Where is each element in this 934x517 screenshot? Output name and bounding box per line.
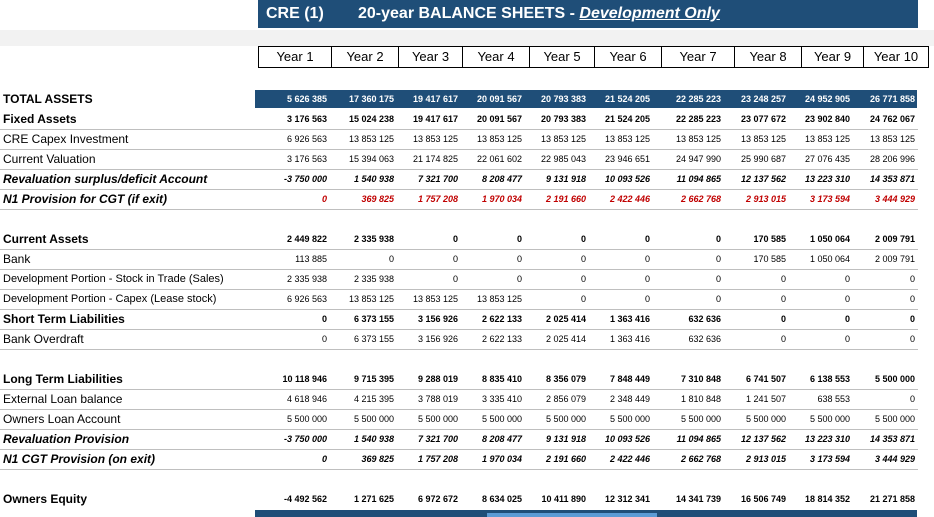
- value-cell[interactable]: 0: [715, 234, 721, 244]
- year-header-cell[interactable]: Year 3: [398, 46, 463, 68]
- value-cell[interactable]: 24 947 990: [675, 154, 721, 164]
- row-label[interactable]: Current Valuation: [3, 152, 96, 166]
- value-cell[interactable]: 5 500 000: [286, 414, 327, 424]
- owners-equity-row: [0, 489, 934, 509]
- value-cell[interactable]: 5 500 000: [481, 414, 522, 424]
- value-cell[interactable]: 24 952 905: [804, 94, 850, 104]
- value-cell[interactable]: 2 422 446: [609, 194, 650, 204]
- value-cell[interactable]: 369 825: [361, 454, 394, 464]
- value-cell[interactable]: 5 500 000: [809, 414, 850, 424]
- value-cell[interactable]: 13 853 125: [869, 134, 915, 144]
- value-cell[interactable]: 4 618 946: [286, 394, 327, 404]
- value-cell[interactable]: 638 553: [817, 394, 850, 404]
- row-label[interactable]: Bank: [3, 252, 31, 266]
- value-cell[interactable]: 2 622 133: [481, 334, 522, 344]
- grey-band: [0, 30, 934, 46]
- value-cell[interactable]: 1 540 938: [353, 434, 394, 444]
- value-cell[interactable]: 0: [644, 274, 650, 284]
- bank-overdraft-row: [0, 329, 934, 349]
- value-cell[interactable]: 6 373 155: [353, 334, 394, 344]
- value-cell[interactable]: 13 853 125: [412, 134, 458, 144]
- value-cell[interactable]: 0: [452, 234, 458, 244]
- value-cell[interactable]: 8 835 410: [481, 374, 522, 384]
- value-cell[interactable]: 27 076 435: [804, 154, 850, 164]
- value-cell[interactable]: 20 793 383: [540, 94, 586, 104]
- value-cell[interactable]: 2 009 791: [874, 234, 915, 244]
- value-cell[interactable]: 21 174 825: [412, 154, 458, 164]
- value-cell[interactable]: 0: [909, 314, 915, 324]
- value-cell[interactable]: 0: [644, 234, 650, 244]
- value-cell[interactable]: 21 271 858: [869, 494, 915, 504]
- value-cell[interactable]: 1 050 064: [809, 254, 850, 264]
- year-header-cell[interactable]: Year 10: [863, 46, 929, 68]
- value-cell[interactable]: 9 131 918: [545, 174, 586, 184]
- value-cell[interactable]: 0: [580, 254, 586, 264]
- value-cell[interactable]: 7 848 449: [609, 374, 650, 384]
- value-cell[interactable]: 25 990 687: [740, 154, 786, 164]
- value-cell[interactable]: 6 741 507: [745, 374, 786, 384]
- value-cell[interactable]: 23 902 840: [804, 114, 850, 124]
- value-cell[interactable]: 0: [644, 254, 650, 264]
- value-cell[interactable]: 2 348 449: [609, 394, 650, 404]
- value-cell[interactable]: 2 335 938: [286, 274, 327, 284]
- value-cell[interactable]: 13 853 125: [476, 134, 522, 144]
- value-cell[interactable]: 7 310 848: [680, 374, 721, 384]
- value-cell[interactable]: 0: [516, 234, 522, 244]
- value-cell[interactable]: 14 353 871: [869, 434, 915, 444]
- value-cell[interactable]: 2 191 660: [545, 194, 586, 204]
- value-cell[interactable]: 3 335 410: [481, 394, 522, 404]
- value-cell[interactable]: 10 411 890: [541, 494, 586, 504]
- row-label[interactable]: Long Term Liabilities: [3, 372, 123, 386]
- value-cell[interactable]: 3 788 019: [417, 394, 458, 404]
- value-cell[interactable]: 0: [844, 274, 850, 284]
- value-cell[interactable]: 7 321 700: [417, 174, 458, 184]
- value-cell[interactable]: 5 500 000: [609, 414, 650, 424]
- value-cell[interactable]: 5 500 000: [874, 414, 915, 424]
- value-cell[interactable]: 22 985 043: [540, 154, 586, 164]
- value-cell[interactable]: 0: [321, 314, 327, 324]
- value-cell[interactable]: 1 757 208: [417, 454, 458, 464]
- value-cell[interactable]: 13 853 125: [604, 134, 650, 144]
- bank-row: [0, 249, 934, 269]
- value-cell[interactable]: -3 750 000: [283, 434, 327, 444]
- value-cell[interactable]: 8 356 079: [545, 374, 586, 384]
- value-cell[interactable]: 3 444 929: [874, 194, 915, 204]
- value-cell[interactable]: 1 970 034: [481, 454, 522, 464]
- value-cell[interactable]: 0: [780, 314, 786, 324]
- value-cell[interactable]: 0: [516, 254, 522, 264]
- value-cell[interactable]: 14 353 871: [869, 174, 915, 184]
- value-cell[interactable]: 0: [580, 294, 586, 304]
- row-label[interactable]: Development Portion - Capex (Lease stock): [3, 293, 217, 305]
- value-cell[interactable]: 0: [844, 294, 850, 304]
- value-cell[interactable]: 0: [580, 274, 586, 284]
- value-cell[interactable]: 21 524 205: [604, 114, 650, 124]
- value-cell[interactable]: 5 626 385: [286, 94, 327, 104]
- value-cell[interactable]: 3 156 926: [417, 334, 458, 344]
- value-cell[interactable]: 1 363 416: [609, 314, 650, 324]
- sheet-title: [358, 0, 720, 28]
- value-cell[interactable]: 3 173 594: [809, 454, 850, 464]
- value-cell[interactable]: 8 208 477: [481, 434, 522, 444]
- value-cell[interactable]: 0: [452, 274, 458, 284]
- value-cell[interactable]: 24 762 067: [869, 114, 915, 124]
- row-label[interactable]: TOTAL ASSETS: [3, 92, 93, 106]
- value-cell[interactable]: 11 094 865: [676, 434, 721, 444]
- row-label[interactable]: Development Portion - Stock in Trade (Sales): [3, 273, 224, 285]
- value-cell[interactable]: 0: [388, 254, 394, 264]
- year-header-cell[interactable]: Year 7: [661, 46, 735, 68]
- value-cell[interactable]: 0: [844, 334, 850, 344]
- value-cell[interactable]: 6 373 155: [353, 314, 394, 324]
- value-cell[interactable]: 0: [780, 334, 786, 344]
- value-cell[interactable]: 4 215 395: [353, 394, 394, 404]
- owners-loan-row: [0, 409, 934, 429]
- row-label[interactable]: N1 Provision for CGT (if exit): [3, 192, 168, 206]
- value-cell[interactable]: 1 271 625: [353, 494, 394, 504]
- value-cell[interactable]: 5 500 000: [745, 414, 786, 424]
- value-cell[interactable]: 2 662 768: [680, 454, 721, 464]
- row-label[interactable]: Current Assets: [3, 232, 89, 246]
- value-cell[interactable]: 3 173 594: [809, 194, 850, 204]
- value-cell[interactable]: 3 444 929: [874, 454, 915, 464]
- value-cell[interactable]: 9 715 395: [353, 374, 394, 384]
- value-cell[interactable]: 113 885: [295, 254, 327, 264]
- value-cell[interactable]: 1 757 208: [417, 194, 458, 204]
- value-cell[interactable]: 0: [909, 294, 915, 304]
- row-label[interactable]: Owners Equity: [3, 492, 88, 506]
- value-cell[interactable]: 22 285 223: [675, 94, 721, 104]
- year-header-cell[interactable]: Year 1: [258, 46, 332, 68]
- value-cell[interactable]: 2 662 768: [680, 194, 721, 204]
- value-cell[interactable]: 5 500 000: [353, 414, 394, 424]
- value-cell[interactable]: 13 853 125: [412, 294, 458, 304]
- value-cell[interactable]: 0: [580, 234, 586, 244]
- value-cell[interactable]: 22 285 223: [675, 114, 721, 124]
- value-cell[interactable]: 2 009 791: [874, 254, 915, 264]
- year-header-cell[interactable]: Year 2: [331, 46, 399, 68]
- value-cell[interactable]: 2 856 079: [545, 394, 586, 404]
- year-header-row: [258, 46, 928, 68]
- short-term-liabilities-row: [0, 309, 934, 329]
- value-cell[interactable]: 13 853 125: [804, 134, 850, 144]
- value-cell[interactable]: 632 636: [688, 334, 721, 344]
- value-cell[interactable]: 10 093 526: [604, 174, 650, 184]
- sheet-code: CRE (1): [266, 5, 324, 22]
- value-cell[interactable]: 0: [321, 454, 327, 464]
- value-cell[interactable]: 13 853 125: [675, 134, 721, 144]
- row-separator: [0, 469, 918, 470]
- row-label[interactable]: CRE Capex Investment: [3, 132, 129, 146]
- value-cell[interactable]: 15 024 238: [348, 114, 394, 124]
- value-cell[interactable]: 632 636: [688, 314, 721, 324]
- value-cell[interactable]: 3 176 563: [286, 154, 327, 164]
- value-cell[interactable]: -4 492 562: [283, 494, 327, 504]
- current-assets-row: [0, 229, 934, 249]
- value-cell[interactable]: 20 091 567: [476, 114, 522, 124]
- value-cell[interactable]: 0: [780, 294, 786, 304]
- row-separator: [0, 349, 918, 350]
- value-cell[interactable]: 20 793 383: [540, 114, 586, 124]
- value-cell[interactable]: 16 506 749: [740, 494, 786, 504]
- current-valuation-row: [0, 149, 934, 169]
- value-cell[interactable]: 1 363 416: [609, 334, 650, 344]
- value-cell[interactable]: 6 972 672: [417, 494, 458, 504]
- capex-lease-stock-row: [0, 289, 934, 309]
- row-label[interactable]: Owners Loan Account: [3, 412, 121, 426]
- row-separator: [0, 209, 918, 210]
- total-assets-row: [0, 89, 934, 109]
- value-cell[interactable]: 0: [715, 274, 721, 284]
- row-label[interactable]: Short Term Liabilities: [3, 312, 125, 326]
- value-cell[interactable]: 0: [644, 294, 650, 304]
- row-label[interactable]: N1 CGT Provision (on exit): [3, 452, 156, 466]
- value-cell[interactable]: 23 077 672: [740, 114, 786, 124]
- value-cell[interactable]: 22 061 602: [476, 154, 522, 164]
- value-cell[interactable]: 17 360 175: [348, 94, 394, 104]
- value-cell[interactable]: 2 622 133: [481, 314, 522, 324]
- value-cell[interactable]: 13 223 310: [804, 434, 850, 444]
- value-cell[interactable]: 1 241 507: [745, 394, 786, 404]
- value-cell[interactable]: 6 926 563: [286, 294, 327, 304]
- value-cell[interactable]: 2 025 414: [545, 334, 586, 344]
- value-cell[interactable]: 14 341 739: [675, 494, 721, 504]
- value-cell[interactable]: 13 853 125: [540, 134, 586, 144]
- value-cell[interactable]: 2 335 938: [353, 234, 394, 244]
- value-cell[interactable]: 23 946 651: [604, 154, 650, 164]
- cgt-provision-row: [0, 189, 934, 209]
- value-cell[interactable]: 20 091 567: [476, 94, 522, 104]
- value-cell[interactable]: 12 137 562: [740, 434, 786, 444]
- value-cell[interactable]: 170 585: [753, 254, 786, 264]
- stock-in-trade-row: [0, 269, 934, 289]
- external-loan-row: [0, 389, 934, 409]
- value-cell[interactable]: 170 585: [753, 234, 786, 244]
- value-cell[interactable]: 18 814 352: [804, 494, 850, 504]
- value-cell[interactable]: 0: [715, 294, 721, 304]
- row-label[interactable]: Revaluation surplus/deficit Account: [3, 172, 208, 186]
- year-header-cell[interactable]: Year 4: [462, 46, 530, 68]
- value-cell[interactable]: 7 321 700: [417, 434, 458, 444]
- value-cell[interactable]: -3 750 000: [283, 174, 327, 184]
- value-cell[interactable]: 0: [844, 314, 850, 324]
- value-cell[interactable]: 10 093 526: [604, 434, 650, 444]
- value-cell[interactable]: 8 208 477: [481, 174, 522, 184]
- sheet-title-main: 20-year BALANCE SHEETS -: [358, 5, 580, 22]
- value-cell[interactable]: 0: [452, 254, 458, 264]
- value-cell[interactable]: 5 500 000: [417, 414, 458, 424]
- capex-investment-row: [0, 129, 934, 149]
- value-cell[interactable]: 13 853 125: [476, 294, 522, 304]
- year-header-cell[interactable]: Year 9: [801, 46, 864, 68]
- row-label[interactable]: External Loan balance: [3, 392, 123, 406]
- value-cell[interactable]: 2 449 822: [286, 234, 327, 244]
- value-cell[interactable]: 6 926 563: [286, 134, 327, 144]
- value-cell[interactable]: 13 853 125: [348, 294, 394, 304]
- value-cell[interactable]: 9 288 019: [417, 374, 458, 384]
- value-cell[interactable]: 19 417 617: [412, 114, 458, 124]
- value-cell[interactable]: 2 025 414: [545, 314, 586, 324]
- row-label[interactable]: Fixed Assets: [3, 112, 77, 126]
- row-label[interactable]: Bank Overdraft: [3, 332, 84, 346]
- row-label[interactable]: Revaluation Provision: [3, 432, 130, 446]
- revaluation-surplus-row: [0, 169, 934, 189]
- value-cell[interactable]: 0: [909, 334, 915, 344]
- sheet-title-dev: Development Only: [579, 5, 720, 22]
- value-cell[interactable]: 0: [909, 394, 915, 404]
- value-cell[interactable]: 0: [516, 274, 522, 284]
- value-cell[interactable]: 2 191 660: [545, 454, 586, 464]
- value-cell[interactable]: 6 138 553: [809, 374, 850, 384]
- value-cell[interactable]: 0: [715, 254, 721, 264]
- value-cell[interactable]: 2 913 015: [745, 194, 786, 204]
- year-header-cell[interactable]: Year 8: [734, 46, 802, 68]
- value-cell[interactable]: 23 248 257: [740, 94, 786, 104]
- bottom-bar-highlight: [487, 513, 657, 517]
- value-cell[interactable]: 5 500 000: [545, 414, 586, 424]
- value-cell[interactable]: 13 853 125: [740, 134, 786, 144]
- value-cell[interactable]: 1 810 848: [680, 394, 721, 404]
- value-cell[interactable]: 8 634 025: [481, 494, 522, 504]
- year-header-cell[interactable]: Year 5: [529, 46, 595, 68]
- value-cell[interactable]: 1 050 064: [809, 234, 850, 244]
- value-cell[interactable]: 15 394 063: [348, 154, 394, 164]
- value-cell[interactable]: 0: [321, 194, 327, 204]
- cgt-provision-exit-row: [0, 449, 934, 469]
- value-cell[interactable]: 2 422 446: [609, 454, 650, 464]
- value-cell[interactable]: 9 131 918: [545, 434, 586, 444]
- value-cell[interactable]: 13 853 125: [348, 134, 394, 144]
- value-cell[interactable]: 0: [909, 274, 915, 284]
- value-cell[interactable]: 3 176 563: [286, 114, 327, 124]
- value-cell[interactable]: 1 540 938: [353, 174, 394, 184]
- value-cell[interactable]: 21 524 205: [604, 94, 650, 104]
- value-cell[interactable]: 2 913 015: [745, 454, 786, 464]
- value-cell[interactable]: 12 312 341: [604, 494, 650, 504]
- value-cell[interactable]: 28 206 996: [869, 154, 915, 164]
- year-header-cell[interactable]: Year 6: [594, 46, 662, 68]
- fixed-assets-row: [0, 109, 934, 129]
- value-cell[interactable]: 2 335 938: [353, 274, 394, 284]
- value-cell[interactable]: 5 500 000: [874, 374, 915, 384]
- value-cell[interactable]: 10 118 946: [282, 374, 327, 384]
- value-cell[interactable]: 11 094 865: [676, 174, 721, 184]
- value-cell[interactable]: 369 825: [361, 194, 394, 204]
- value-cell[interactable]: 26 771 858: [869, 94, 915, 104]
- value-cell[interactable]: 0: [321, 334, 327, 344]
- value-cell[interactable]: 13 223 310: [804, 174, 850, 184]
- value-cell[interactable]: 12 137 562: [740, 174, 786, 184]
- title-band: [258, 0, 918, 28]
- value-cell[interactable]: 19 417 617: [412, 94, 458, 104]
- value-cell[interactable]: 5 500 000: [680, 414, 721, 424]
- value-cell[interactable]: 3 156 926: [417, 314, 458, 324]
- long-term-liabilities-row: [0, 369, 934, 389]
- value-cell[interactable]: 0: [780, 274, 786, 284]
- revaluation-provision-row: [0, 429, 934, 449]
- value-cell[interactable]: 1 970 034: [481, 194, 522, 204]
- title-bar: [0, 0, 934, 30]
